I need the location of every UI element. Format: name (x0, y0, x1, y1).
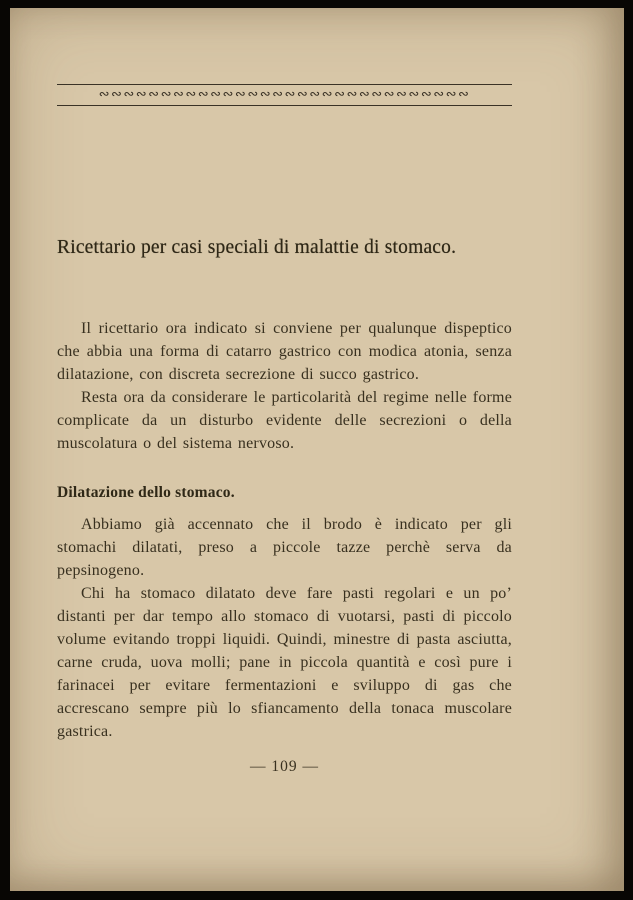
section-subheading: Dilatazione dello stomaco. (57, 484, 235, 501)
chapter-title: Ricettario per casi speciali di malattie di stomaco. (57, 237, 457, 258)
page-number: — 109 — (250, 758, 319, 775)
book-page (10, 8, 624, 891)
body-paragraph: Abbiamo già accennato che il brodo è indicato per gli stomachi dilatati, preso a piccole tazze perchè serva da pepsinogeno. (57, 516, 512, 579)
header-ornament-band (57, 84, 512, 106)
body-paragraph: Resta ora da considerare le particolarità del regime nelle forme complicate da un disturbo evidente delle secrezioni o della muscolatura o del sistema nervoso. (57, 389, 512, 452)
body-paragraph: Chi ha stomaco dilatato deve fare pasti regolari e un po’ distanti per dar tempo allo stomaco di vuotarsi, pasti di piccolo volume evitando troppi liquidi. Quindi, minestre di pasta asciutta, carne cruda, uova molli; pane in piccola quantità e così pure i farinacei per evitare fermentazioni e sviluppo di gas che accrescano sempre più lo sfiancamento della tonaca muscolare gastrica. (57, 585, 512, 740)
scroll-chain-ornament-icon: ∾∾∾∾∾∾∾∾∾∾∾∾∾∾∾∾∾∾∾∾∾∾∾∾∾∾∾∾∾∾ (98, 87, 471, 102)
page-content (10, 237, 624, 776)
body-paragraph: Il ricettario ora indicato si conviene per qualunque dispeptico che abbia una forma di catarro gastrico con modica atonia, senza dilatazione, con discreta secrezione di succo gastrico. (57, 320, 512, 383)
